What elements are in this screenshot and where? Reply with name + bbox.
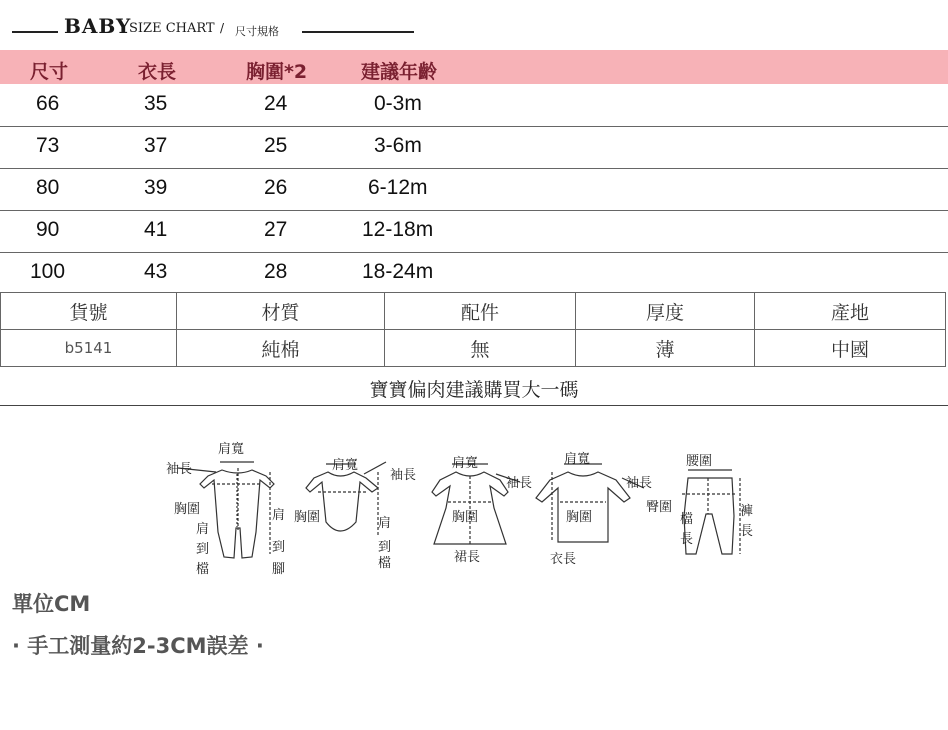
cell-age: 3-6m [374, 134, 422, 157]
label-shoulder: 肩 [196, 522, 210, 537]
size-table-header [0, 50, 948, 84]
chart-header [0, 0, 948, 56]
col-age: 建議年齡 [361, 61, 438, 83]
product-info-table [0, 292, 946, 367]
table-row [0, 210, 948, 253]
label-chest: 胸圍 [174, 502, 201, 517]
col-chest: 胸圍*2 [246, 61, 308, 83]
cell-size: 66 [36, 92, 60, 115]
label-garment-length: 衣長 [550, 552, 577, 567]
label-sleeve-length: 袖長 [166, 462, 193, 477]
header-baby: BABY [64, 14, 132, 38]
info-value-row [1, 330, 946, 367]
label-crotch: 檔 [680, 512, 694, 527]
label-shoulder-width: 肩寬 [452, 456, 479, 471]
label-shoulder-width: 肩寬 [332, 458, 359, 473]
cell-chest: 28 [264, 260, 288, 283]
header-rule-right [302, 31, 414, 33]
cell-length: 35 [144, 92, 168, 115]
cell-chest: 25 [264, 134, 288, 157]
info-header-thickness: 厚度 [576, 293, 755, 330]
info-header-accessories: 配件 [385, 293, 576, 330]
info-header-origin: 產地 [755, 293, 946, 330]
header-slash: / [220, 21, 225, 35]
table-row [0, 252, 948, 294]
cell-chest: 26 [264, 176, 288, 199]
label-skirt-length: 裙長 [454, 550, 481, 565]
cell-length: 39 [144, 176, 168, 199]
label-sleeve-length: 袖長 [506, 476, 533, 491]
cell-length: 43 [144, 260, 168, 283]
label-shoulder-width: 肩寬 [218, 442, 245, 457]
label-shoulder: 肩 [378, 516, 392, 531]
label-sleeve-length: 袖長 [626, 476, 653, 491]
label-crotch: 檔 [196, 562, 210, 577]
cell-age: 6-12m [368, 176, 428, 199]
label-hip: 臀圍 [646, 500, 673, 515]
info-header-material: 材質 [177, 293, 385, 330]
label-to: 到 [378, 540, 392, 555]
measurement-diagrams [150, 432, 770, 582]
col-length: 衣長 [138, 61, 177, 83]
info-thickness: 薄 [576, 330, 755, 367]
label-shoulder: 肩 [272, 508, 286, 523]
info-header-row [1, 293, 946, 330]
sizing-note: 寶寶偏肉建議購買大一碼 [369, 379, 579, 401]
cell-size: 80 [36, 176, 60, 199]
col-size: 尺寸 [30, 61, 69, 83]
table-row [0, 168, 948, 211]
cell-age: 12-18m [362, 218, 434, 241]
info-origin: 中國 [755, 330, 946, 367]
label-to: 到 [272, 540, 286, 555]
label-pants: 褲 [740, 504, 754, 519]
header-rule-left [12, 31, 58, 33]
cell-age: 0-3m [374, 92, 422, 115]
label-length: 長 [740, 524, 754, 539]
label-chest: 胸圍 [294, 510, 321, 525]
info-accessories: 無 [385, 330, 576, 367]
label-shoulder-width: 肩寬 [564, 452, 591, 467]
label-crotch: 檔 [378, 556, 392, 571]
error-note: · 手工測量約2-3CM誤差 · [12, 634, 264, 658]
unit-label: 單位CM [12, 592, 91, 616]
cell-length: 37 [144, 134, 168, 157]
cell-size: 90 [36, 218, 60, 241]
header-size-chart: SIZE CHART [129, 21, 215, 36]
cell-size: 73 [36, 134, 60, 157]
label-sleeve-length: 袖長 [390, 468, 417, 483]
header-cn-title: 尺寸規格 [235, 25, 279, 38]
sizing-note-row [0, 368, 948, 406]
info-header-sku: 貨號 [1, 293, 177, 330]
cell-chest: 24 [264, 92, 288, 115]
table-row [0, 126, 948, 169]
label-waist: 腰圍 [686, 454, 713, 469]
info-material: 純棉 [177, 330, 385, 367]
cell-age: 18-24m [362, 260, 434, 283]
label-to: 到 [196, 542, 210, 557]
label-length: 長 [680, 532, 694, 547]
info-sku: b5141 [1, 330, 177, 367]
cell-size: 100 [30, 260, 66, 283]
label-foot: 腳 [272, 562, 286, 577]
table-row [0, 84, 948, 127]
cell-length: 41 [144, 218, 168, 241]
label-chest: 胸圍 [566, 510, 593, 525]
cell-chest: 27 [264, 218, 288, 241]
label-chest: 胸圍 [452, 510, 479, 525]
